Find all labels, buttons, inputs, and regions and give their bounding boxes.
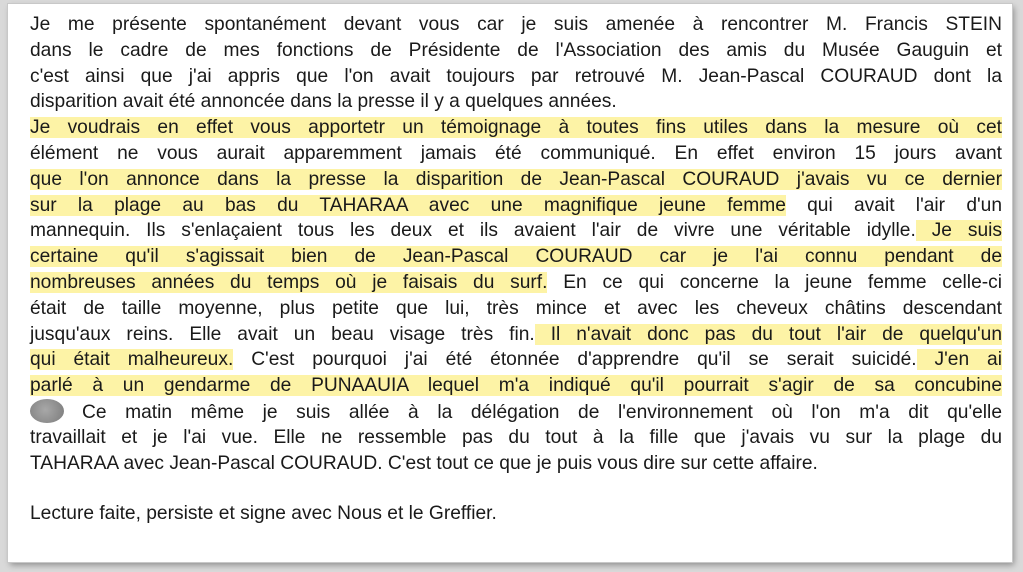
highlighted-text: qui était malheureux.: [30, 349, 234, 371]
text-line: [30, 373, 1002, 399]
body-text: élément ne vous aurait apparemment jamais été communiqué. En effet environ 15 jours avant: [30, 142, 1002, 164]
text-line: [30, 270, 1002, 296]
highlighted-text: parlé à un gendarme de PUNAAUIA lequel m'a indiqué qu'il pourrait s'agir de sa concubine: [30, 375, 1002, 397]
body-text: Ce matin même je suis allée à la délégation de l'environnement où l'on m'a dit qu'elle: [82, 401, 1002, 423]
text-line: [30, 193, 1002, 219]
highlighted-text: sur la plage au bas du TAHARAA avec une magnifique jeune femme: [30, 194, 786, 216]
closing-statement: Lecture faite, persiste et signe avec Nous et le Greffier.: [30, 503, 497, 525]
redaction-mark: [30, 399, 64, 423]
highlighted-text: Il n'avait donc pas du tout l'air de quelqu'un: [534, 323, 1003, 345]
body-text: Je me présente spontanément devant vous car je suis amenée à rencontrer M. Francis STEIN: [30, 14, 1002, 35]
body-text: qui avait l'air d'un: [785, 194, 1002, 216]
body-text: c'est ainsi que j'ai appris que l'on avait toujours par retrouvé M. Jean-Pascal COURAUD dont la: [30, 65, 1002, 87]
text-line: [30, 322, 1002, 348]
text-line: [30, 296, 1002, 322]
text-line: [30, 141, 1002, 167]
text-line: [30, 451, 1002, 477]
text-line: [30, 167, 1002, 193]
body-text: TAHARAA avec Jean-Pascal COURAUD. C'est tout ce que je puis vous dire sur cette affaire.: [30, 452, 818, 474]
text-line: [30, 12, 1002, 38]
highlighted-text: Je suis: [915, 220, 1002, 242]
body-text: mannequin. Ils s'enlaçaient tous les deux et ils avaient l'air de vivre une véritable idylle.: [30, 220, 916, 242]
body-text: C'est pourquoi j'ai été étonnée d'apprendre qu'il se serait suicidé.: [233, 349, 917, 371]
body-text: travaillait et je l'ai vue. Elle ne ressemble pas du tout à la fille que j'avais vu sur la plage du: [30, 426, 1002, 448]
document-text: [30, 12, 1002, 527]
highlighted-text: J'en ai: [916, 349, 1002, 371]
body-text: En ce qui concerne la jeune femme celle-ci: [547, 271, 1002, 293]
text-line: [30, 89, 1002, 115]
highlighted-text: que l'on annonce dans la presse la disparition de Jean-Pascal COURAUD j'avais vu ce dernier: [30, 168, 1002, 190]
text-line: [30, 347, 1002, 373]
text-line: [30, 218, 1002, 244]
text-line: [30, 399, 1002, 425]
body-text: jusqu'aux reins. Elle avait un beau visage très fin.: [30, 323, 535, 345]
body-text: dans le cadre de mes fonctions de Présidente de l'Association des amis du Musée Gauguin et: [30, 39, 1002, 61]
text-line: [30, 115, 1002, 141]
body-text: était de taille moyenne, plus petite que lui, très mince et avec les cheveux châtins descendant: [30, 297, 1002, 319]
text-line: [30, 38, 1002, 64]
text-line: [30, 244, 1002, 270]
text-line: [30, 425, 1002, 451]
text-line: [30, 64, 1002, 90]
highlighted-text: certaine qu'il s'agissait bien de Jean-Pascal COURAUD car je l'ai connu pendant de: [30, 246, 1002, 268]
body-text: disparition avait été annoncée dans la presse il y a quelques années.: [30, 91, 617, 113]
document-page: [8, 4, 1012, 562]
highlighted-text: Je voudrais en effet vous apportetr un témoignage à toutes fins utiles dans la mesure où cet: [30, 117, 1002, 139]
highlighted-text: nombreuses années du temps où je faisais du surf.: [30, 271, 548, 293]
